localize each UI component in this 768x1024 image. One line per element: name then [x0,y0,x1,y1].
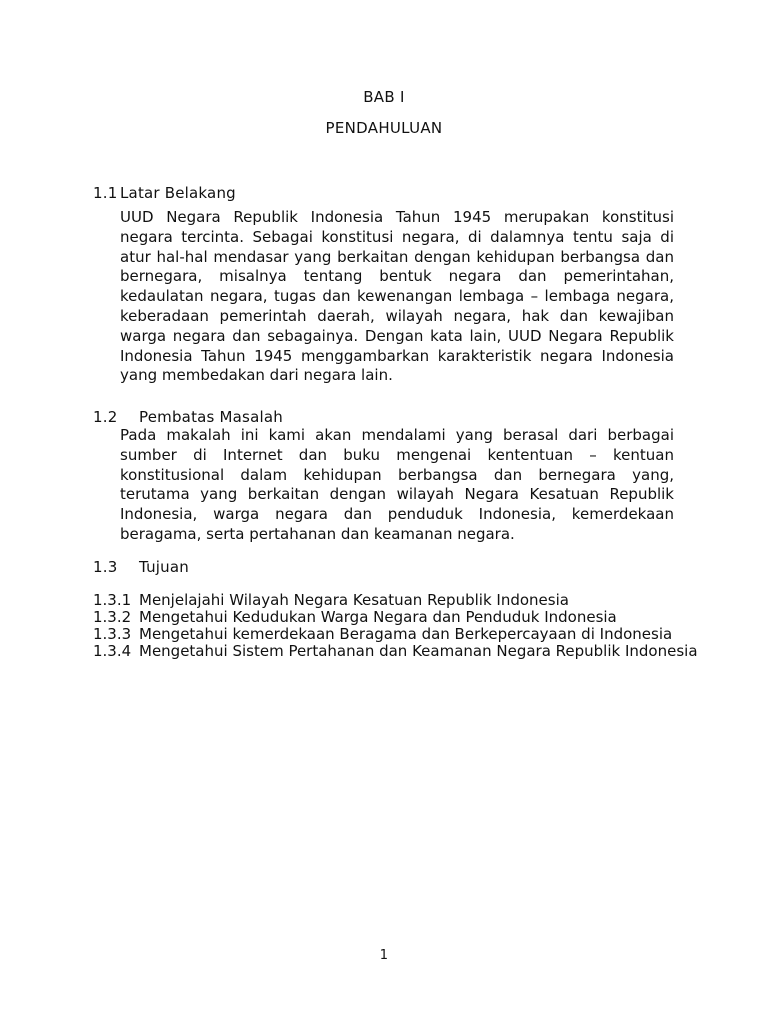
list-item-text: Mengetahui Kedudukan Warga Negara dan Penduduk Indonesia [139,608,617,626]
section-number: 1.2 [93,408,118,426]
section-body-pembatas-masalah: Pada makalah ini kami akan mendalami yang berasal dari berbagai sumber di Internet dan buku mengenai kententuan – kentuan konstitusional dalam kehidupan berbangsa dan bernegara yang, terutama yang berkaitan dengan wilayah Negara Kesatuan Republik Indonesia, warga negara dan penduduk Indonesia, kemerdekaan beragama, serta pertahanan dan keamanan negara. [120,426,674,543]
chapter-label: BAB I [363,88,405,106]
list-item-text: Mengetahui kemerdekaan Beragama dan Berkepercayaan di Indonesia [139,625,673,643]
list-item-text: Menjelajahi Wilayah Negara Kesatuan Republik Indonesia [139,591,569,609]
section-heading-latar-belakang [93,184,236,202]
list-item [93,626,699,643]
section-title: Tujuan [139,558,189,576]
section-title: Pembatas Masalah [139,408,283,426]
list-item [93,592,699,609]
list-item-number: 1.3.2 [93,608,132,626]
section-number: 1.1 [93,184,118,202]
section-body-latar-belakang: UUD Negara Republik Indonesia Tahun 1945 merupakan konstitusi negara tercinta. Sebagai konstitusi negara, di dalamnya tentu saja di atur hal-hal mendasar yang berkaitan dengan kehidupan berbangsa dan bernegara, misalnya tentang bentuk negara dan pemerintahan, kedaulatan negara, tugas dan kewenangan lembaga – lembaga negara, keberadaan pemerintah daerah, wilayah negara, hak dan kewajiban warga negara dan sebagainya. Dengan kata lain, UUD Negara Republik Indonesia Tahun 1945 menggambarkan karakteristik negara Indonesia yang membedakan dari negara lain. [120,208,674,385]
list-item-text: Mengetahui Sistem Pertahanan dan Keamanan Negara Republik Indonesia [139,642,698,660]
list-item [93,609,699,626]
chapter-title: PENDAHULUAN [325,119,443,137]
page-number: 1 [379,948,389,963]
goals-list [93,592,699,660]
section-heading-pembatas-masalah [93,408,283,426]
section-number: 1.3 [93,558,118,576]
list-item-number: 1.3.1 [93,591,132,609]
list-item [93,643,699,660]
section-heading-tujuan [93,558,189,576]
list-item-number: 1.3.4 [93,642,132,660]
list-item-number: 1.3.3 [93,625,132,643]
section-title: Latar Belakang [120,184,236,202]
